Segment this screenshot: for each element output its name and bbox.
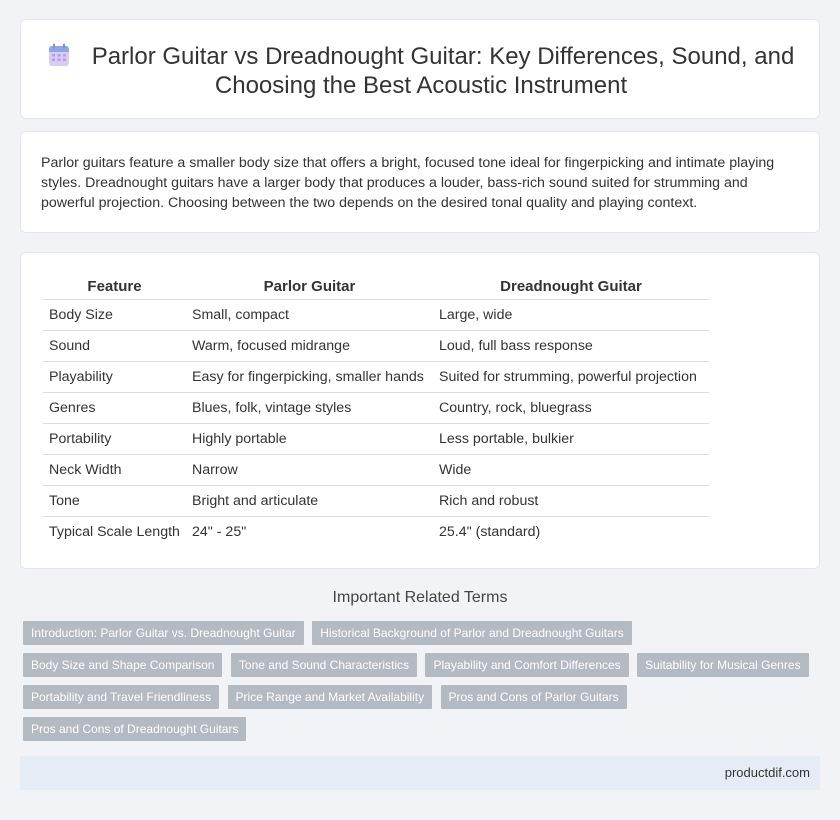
calendar-icon	[48, 43, 70, 67]
table-cell: Tone	[43, 485, 186, 516]
table-cell: Warm, focused midrange	[186, 330, 433, 361]
table-cell: Highly portable	[186, 423, 433, 454]
column-header: Dreadnought Guitar	[500, 278, 642, 296]
related-term-tag[interactable]: Introduction: Parlor Guitar vs. Dreadnought Guitar	[23, 621, 304, 645]
table-row	[43, 423, 709, 454]
table-cell: Easy for fingerpicking, smaller hands	[186, 361, 433, 392]
table-row	[43, 299, 709, 330]
table-cell: Less portable, bulkier	[433, 423, 709, 454]
table-row	[43, 330, 709, 361]
table-row	[43, 392, 709, 423]
related-terms-list	[23, 621, 823, 749]
related-term-tag[interactable]: Tone and Sound Characteristics	[231, 653, 417, 677]
column-header: Feature	[87, 278, 142, 296]
table-cell: Small, compact	[186, 299, 433, 330]
intro-card	[20, 131, 820, 233]
title-card	[20, 19, 820, 119]
related-term-tag[interactable]: Body Size and Shape Comparison	[23, 653, 222, 677]
table-cell: Neck Width	[43, 454, 186, 485]
related-terms-heading: Important Related Terms	[332, 589, 508, 606]
table-cell: Genres	[43, 392, 186, 423]
table-cell: Bright and articulate	[186, 485, 433, 516]
page-title-text: Parlor Guitar vs Dreadnought Guitar: Key Differences, Sound, and Choosing the Best Acoustic Instrument	[91, 43, 795, 99]
table-row	[43, 516, 709, 547]
table-row	[43, 361, 709, 392]
comparison-card	[20, 252, 820, 569]
table-cell: Country, rock, bluegrass	[433, 392, 709, 423]
table-cell: Typical Scale Length	[43, 516, 186, 547]
table-cell: Blues, folk, vintage styles	[186, 392, 433, 423]
table-cell: Large, wide	[433, 299, 709, 330]
table-cell: Wide	[433, 454, 709, 485]
table-cell: Rich and robust	[433, 485, 709, 516]
footer	[20, 756, 820, 790]
related-term-tag[interactable]: Playability and Comfort Differences	[425, 653, 628, 677]
comparison-table	[43, 273, 709, 547]
related-term-tag[interactable]: Historical Background of Parlor and Dreadnought Guitars	[312, 621, 632, 645]
table-cell: Body Size	[43, 299, 186, 330]
related-term-tag[interactable]: Price Range and Market Availability	[228, 685, 433, 709]
table-cell: Suited for strumming, powerful projection	[433, 361, 709, 392]
footer-site[interactable]: productdif.com	[724, 765, 810, 780]
related-term-tag[interactable]: Pros and Cons of Parlor Guitars	[441, 685, 627, 709]
table-cell: 24" - 25"	[186, 516, 433, 547]
table-cell: Playability	[43, 361, 186, 392]
table-row	[43, 485, 709, 516]
table-cell: Portability	[43, 423, 186, 454]
page-title	[21, 42, 821, 100]
related-term-tag[interactable]: Suitability for Musical Genres	[637, 653, 808, 677]
table-cell: Sound	[43, 330, 186, 361]
table-header-row	[43, 273, 709, 299]
table-cell: 25.4" (standard)	[433, 516, 709, 547]
related-term-tag[interactable]: Pros and Cons of Dreadnought Guitars	[23, 717, 246, 741]
table-row	[43, 454, 709, 485]
related-term-tag[interactable]: Portability and Travel Friendliness	[23, 685, 219, 709]
column-header: Parlor Guitar	[263, 278, 356, 296]
table-cell: Narrow	[186, 454, 433, 485]
intro-paragraph: Parlor guitars feature a smaller body size that offers a bright, focused tone ideal for fingerpicking and intimate playing styles. Dreadnought guitars have a larger body that produces a louder, bass-rich sound suited for strumming and powerful projection. Choosing between the two depends on the desired tonal quality and playing context.	[41, 155, 775, 211]
table-cell: Loud, full bass response	[433, 330, 709, 361]
